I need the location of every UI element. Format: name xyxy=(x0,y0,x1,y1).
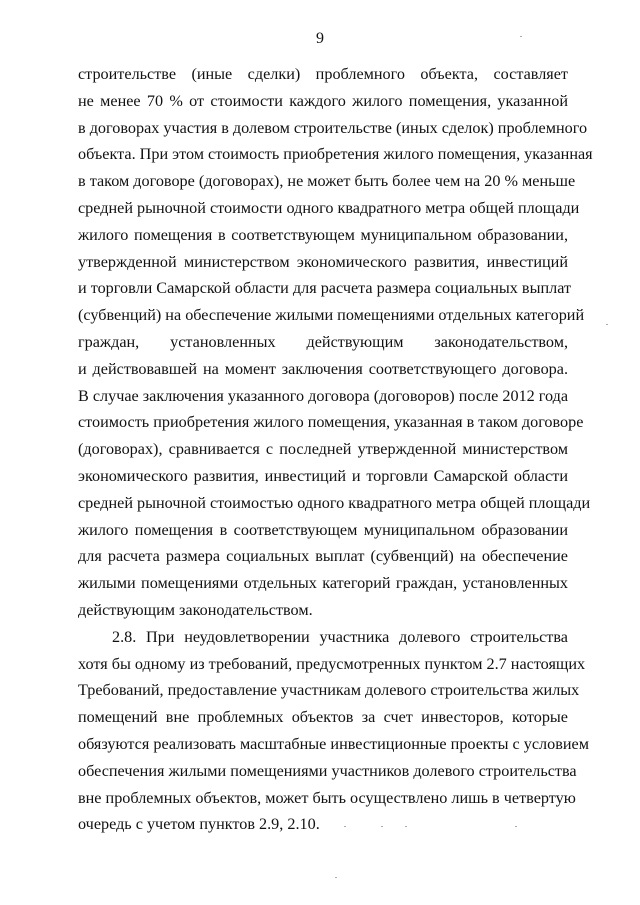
text-line: жилого помещения в соответствующем муниципальном образовании xyxy=(78,520,568,539)
text-line: В случае заключения указанного договора (договоров) после 2012 года xyxy=(78,386,569,405)
text-line: в договорах участия в долевом строительстве (иных сделок) проблемного xyxy=(78,118,588,137)
paragraph-1 xyxy=(78,61,593,624)
text-line: обязуются реализовать масштабные инвестиционные проекты с условием xyxy=(78,734,589,753)
scan-speck xyxy=(515,826,517,827)
paragraph-2-8 xyxy=(78,624,589,838)
text-line: вне проблемных объектов, может быть осуществлено лишь в четвертую xyxy=(78,788,576,807)
text-line: очередь с учетом пунктов 2.9, 2.10. xyxy=(78,815,320,834)
text-line: экономического развития, инвестиций и торговли Самарской области xyxy=(78,466,568,485)
scan-speck xyxy=(520,36,522,37)
text-line: (договорах), сравнивается с последней утвержденной министерством xyxy=(78,440,568,459)
text-line: Требований, предоставление участникам долевого строительства жилых xyxy=(78,681,580,700)
text-line: средней рыночной стоимостью одного квадратного метра общей площади xyxy=(78,493,591,512)
text-line: действующим законодательством. xyxy=(78,600,313,619)
text-line: утвержденной министерством экономического развития, инвестиций xyxy=(78,252,568,271)
text-line: не менее 70 % от стоимости каждого жилого помещения, указанной xyxy=(78,91,568,110)
text-line: строительстве (иные сделки) проблемного объекта, составляет xyxy=(78,65,568,83)
text-line: и торговли Самарской области для расчета размера социальных выплат xyxy=(78,279,572,298)
text-line: для расчета размера социальных выплат (субвенций) на обеспечение xyxy=(78,547,568,566)
text-line: 2.8. При неудовлетворении участника долевого строительства xyxy=(112,627,568,646)
page-number: 9 xyxy=(316,30,324,47)
text-line: жилыми помещениями отдельных категорий граждан, установленных xyxy=(78,574,568,593)
text-line: и действовавшей на момент заключения соответствующего договора. xyxy=(78,359,568,378)
scan-speck xyxy=(405,826,407,827)
text-line: объекта. При этом стоимость приобретения жилого помещения, указанная xyxy=(78,145,593,164)
text-line: граждан, установленных действующим законодательством, xyxy=(78,332,568,351)
text-line: стоимость приобретения жилого помещения, указанная в таком договоре xyxy=(78,413,584,432)
scan-speck xyxy=(344,826,346,827)
document-body xyxy=(78,61,593,838)
scan-speck xyxy=(606,324,608,325)
text-line: обеспечения жилыми помещениями участников долевого строительства xyxy=(78,761,577,780)
text-line: жилого помещения в соответствующем муниципальном образовании, xyxy=(78,225,568,244)
text-line: (субвенций) на обеспечение жилыми помещениями отдельных категорий xyxy=(78,306,585,325)
scan-speck xyxy=(335,877,337,878)
text-line: средней рыночной стоимости одного квадратного метра общей площади xyxy=(78,198,580,217)
text-line: в таком договоре (договорах), не может быть более чем на 20 % меньше xyxy=(78,172,576,191)
text-line: хотя бы одному из требований, предусмотренных пунктом 2.7 настоящих xyxy=(78,654,586,673)
text-line: помещений вне проблемных объектов за счет инвесторов, которые xyxy=(78,708,568,727)
scan-speck xyxy=(381,826,383,827)
